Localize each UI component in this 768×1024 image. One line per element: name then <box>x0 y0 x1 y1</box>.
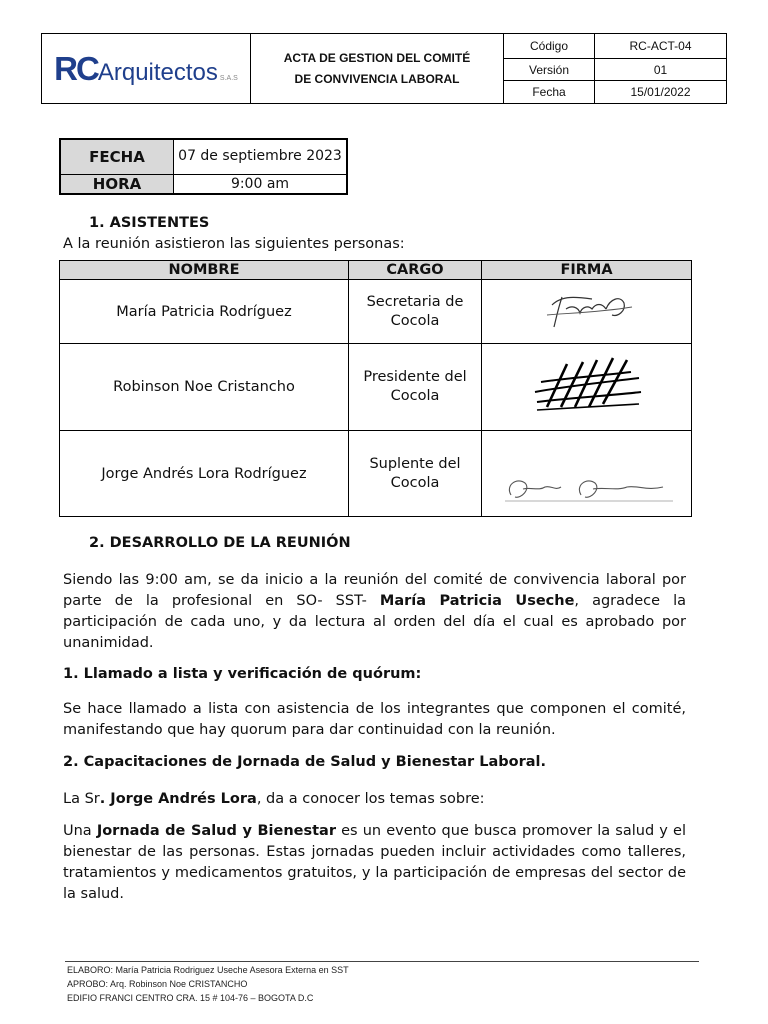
fecha-value: 07 de septiembre 2023 <box>174 139 348 174</box>
logo-rc: RC <box>54 49 98 87</box>
hora-value: 9:00 am <box>174 174 348 194</box>
logo-sas: S.A.S <box>219 74 238 82</box>
asistentes-table <box>59 260 692 517</box>
logo-cell <box>42 34 251 104</box>
firma-cell <box>482 344 692 431</box>
meta-value-codigo: RC-ACT-04 <box>595 34 727 59</box>
footer-divider <box>65 961 699 962</box>
cargo-cell: Secretaria de Cocola <box>349 280 482 344</box>
table-row <box>60 431 692 517</box>
nombre-cell: Robinson Noe Cristancho <box>60 344 349 431</box>
item2-p-bold: Jornada de Salud y Bienestar <box>96 823 336 839</box>
meta-label-codigo: Código <box>504 34 595 59</box>
desarrollo-paragraph <box>63 570 686 654</box>
nombre-cell: María Patricia Rodríguez <box>60 280 349 344</box>
signature-robinson <box>527 352 647 418</box>
table-row <box>60 280 692 344</box>
col-firma: FIRMA <box>482 261 692 280</box>
item2-intro <box>63 789 485 810</box>
document-title <box>251 34 504 104</box>
hora-label: HORA <box>60 174 174 194</box>
firma-cell <box>482 431 692 517</box>
item2-p-b: es un evento que busca promover la salud y el bienestar de las personas. Estas jornadas pueden incluir actividades como talleres, tratamientos y medicamentos gratuitos, y la participación de empresas del sector de la salud. <box>63 823 686 902</box>
signature-jorge <box>497 437 677 507</box>
firma-cell <box>482 280 692 344</box>
logo-arquitectos: Arquitectos <box>97 58 218 86</box>
document-header <box>41 33 727 104</box>
footer-address: EDIFIO FRANCI CENTRO CRA. 15 # 104-76 – BOGOTA D.C <box>67 993 314 1003</box>
nombre-cell: Jorge Andrés Lora Rodríguez <box>60 431 349 517</box>
meta-label-fecha: Fecha <box>504 81 595 104</box>
p1-text-a: Siendo las 9:00 am, se da inicio a la reunión del comité de convivencia laboral por parte de la profesional en SO- SST- <box>63 572 686 609</box>
meta-label-version: Versión <box>504 58 595 81</box>
item2-paragraph <box>63 821 686 905</box>
item2-title: 2. Capacitaciones de Jornada de Salud y Bienestar Laboral. <box>63 754 547 770</box>
title-line-1: ACTA DE GESTION DEL COMITÉ <box>283 50 471 65</box>
asistentes-heading: 1. ASISTENTES <box>89 215 210 231</box>
item2-intro-bold: . Jorge Andrés Lora <box>99 791 257 807</box>
item1-text: Se hace llamado a lista con asistencia de los integrantes que componen el comité, manifestando que hay quorum para dar continuidad con la reunión. <box>63 701 686 738</box>
fecha-label: FECHA <box>60 139 174 174</box>
item2-intro-a: La Sr <box>63 791 100 807</box>
title-line-2: DE CONVIVENCIA LABORAL <box>294 71 460 86</box>
item1-title: 1. Llamado a lista y verificación de quórum: <box>63 666 422 682</box>
item2-p-a: Una <box>63 823 97 839</box>
meta-value-fecha: 15/01/2022 <box>595 81 727 104</box>
cargo-cell: Presidente del Cocola <box>349 344 482 431</box>
p1-bold-name: María Patricia Useche <box>379 593 575 609</box>
company-logo <box>42 50 250 88</box>
asistentes-intro: A la reunión asistieron las siguientes personas: <box>63 236 405 252</box>
p1-text-b: , agradece la participación de cada uno, y da lectura al orden del día el cual es aprobado por unanimidad. <box>63 593 686 651</box>
table-row <box>60 344 692 431</box>
meta-value-version: 01 <box>595 58 727 81</box>
footer-elaboro: ELABORO: María Patricia Rodriguez Useche Asesora Externa en SST <box>67 965 349 975</box>
cargo-cell: Suplente del Cocola <box>349 431 482 517</box>
col-nombre: NOMBRE <box>60 261 349 280</box>
fecha-hora-table <box>59 138 348 195</box>
desarrollo-heading: 2. DESARROLLO DE LA REUNIÓN <box>89 535 351 551</box>
footer-aprobo: APROBO: Arq. Robinson Noe CRISTANCHO <box>67 979 248 989</box>
col-cargo: CARGO <box>349 261 482 280</box>
signature-maria <box>532 285 642 335</box>
item2-intro-b: , da a conocer los temas sobre: <box>256 791 485 807</box>
